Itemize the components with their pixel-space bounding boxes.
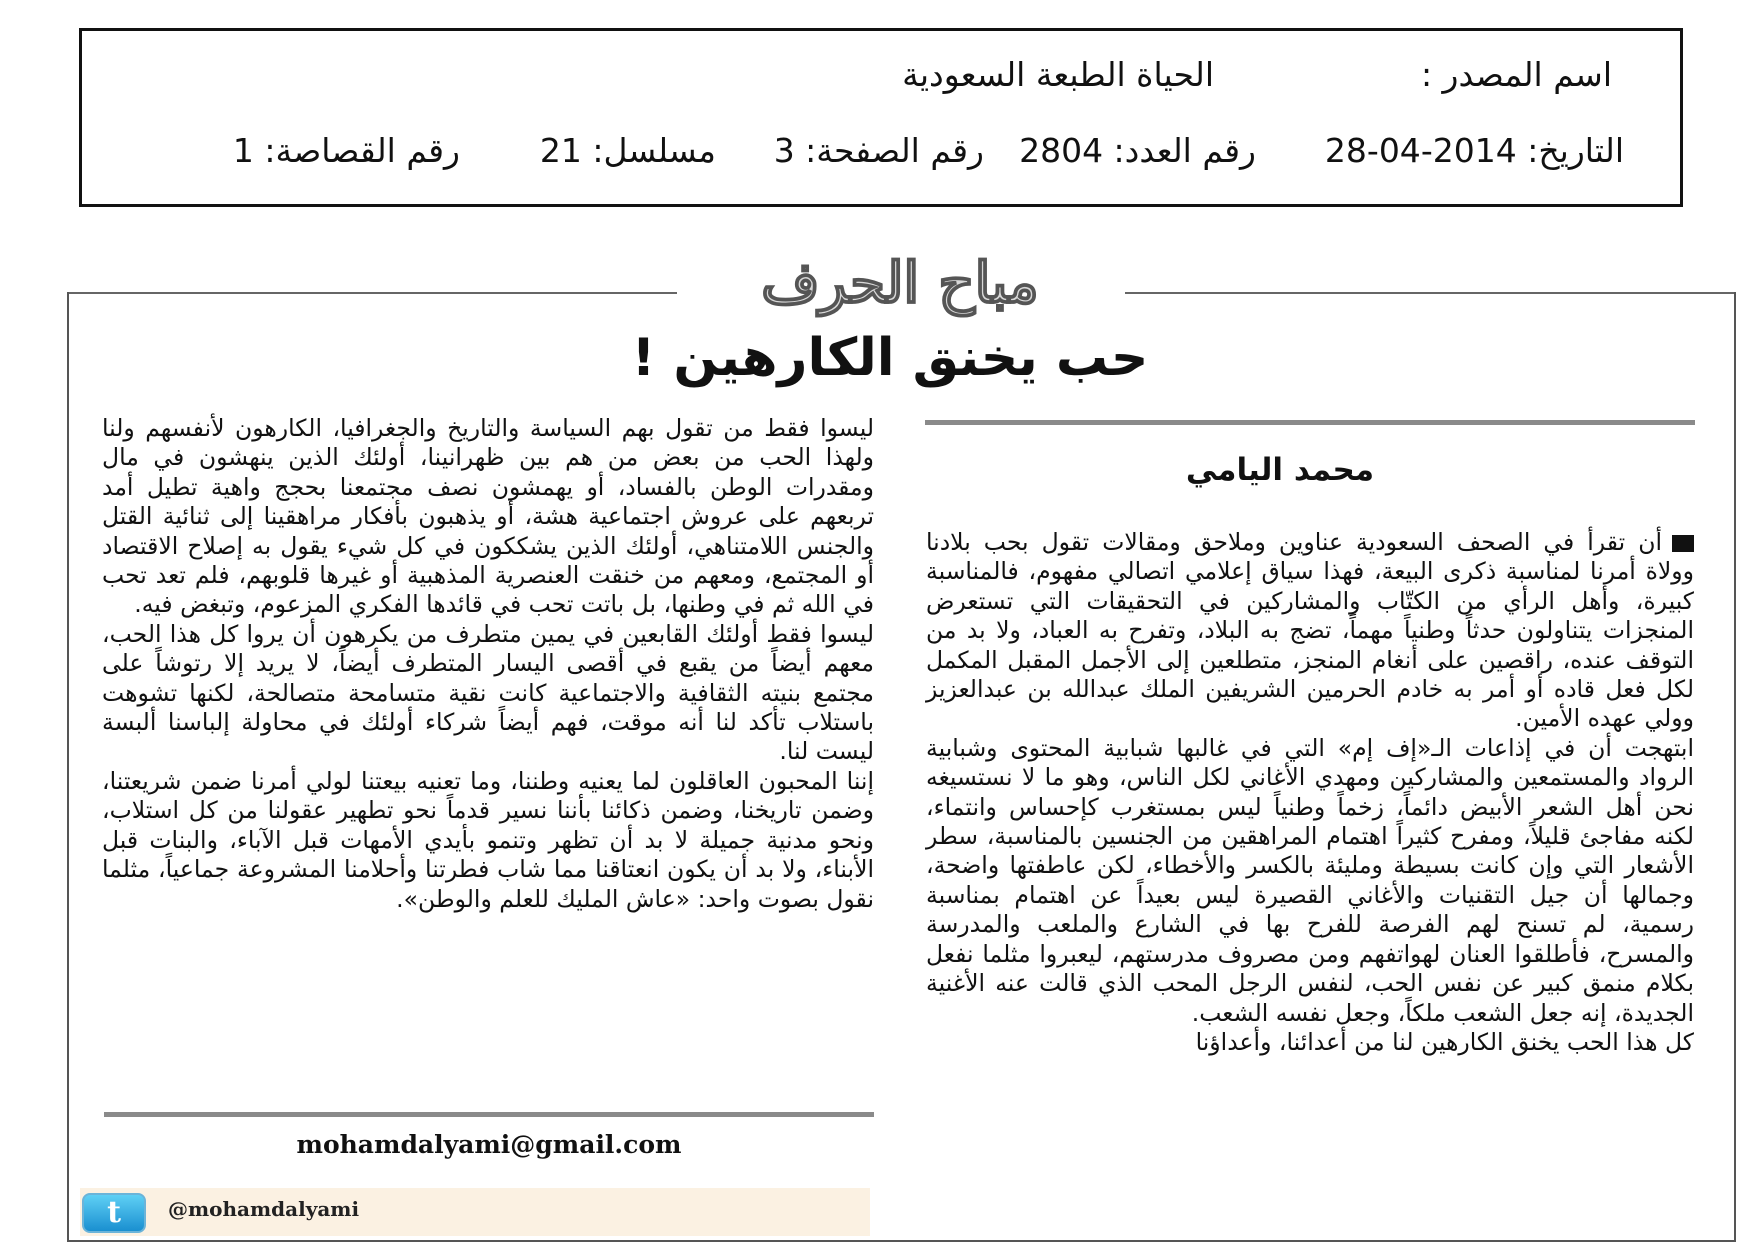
article-column-right	[926, 528, 1694, 1057]
column-rule-left	[104, 1112, 874, 1117]
paragraph: ليسوا فقط أولئك القابعين في يمين متطرف من يكرهون أن يروا كل هذا الحب، معهم أيضاً من يقبع في أقصى اليسار المتطرف أيضاً، لا يريد إلا رتوشاً على مجتمع بنيته الثقافية والاجتماعية كانت نقية متسامحة متصالحة، لكنها تشوهت باستلاب تأكد لنا أنه موقت، فهم أيضاً شركاء أولئك في محاولة إلباسنا ألبسة ليست لنا.	[102, 619, 874, 766]
section-title: مباح الحرف	[761, 250, 1039, 316]
metadata-details-line	[122, 131, 1624, 191]
twitter-handle: @mohamdalyami	[168, 1197, 360, 1221]
metadata-box	[79, 28, 1683, 207]
issue-number: رقم العدد: 2804	[1019, 131, 1256, 170]
clip-number: رقم القصاصة: 1	[232, 131, 460, 170]
article-headline: حب يخنق الكارهين !	[631, 328, 1149, 388]
paragraph-text: أن تقرأ في الصحف السعودية عناوين وملاحق ومقالات تقول بحب بلادنا وولاة أمرنا لمناسبة ذكرى البيعة، فهذا سياق إعلامي اتصالي مفهوم، فالمناسبة كبيرة، وأهل الرأي من الكتّاب والمشاركين في التحقيقات التي تستعرض المنجزات يتناولون حدثاً وطنياً مهماً، تضج به البلاد، وتفرح به العباد، ولا بد من التوقف عنده، راقصين على أنغام المنجز، متطلعين إلى الأجمل المقبل المكمل لكل فعل قاده أو أمر به خادم الحرمين الشريفين الملك عبدالله بن عبدالعزيز وولي عهده الأمين.	[926, 528, 1694, 733]
paragraph: إننا المحبون العاقلون لما يعنيه وطننا، وما تعنيه بيعتنا لولي أمرنا ضمن شريعتنا، وضمن تاريخنا، وضمن ذكائنا بأننا نسير قدماً نحو تطهير عقولنا من كل استلاب، ونحو مدنية جميلة لا بد أن تظهر وتنمو بأيدي الأمهات قبل الآباء، والبنات قبل الأبناء، ولا بد أن يكون انعتاقنا مما شاب فطرتنا وأحلامنا المشروعة جماعياً، مثلما نقول بصوت واحد: «عاش المليك للعلم والوطن».	[102, 766, 874, 913]
date: التاريخ: 2014-04-28	[1324, 131, 1624, 170]
column-rule-right	[925, 420, 1695, 425]
paragraph	[926, 528, 1694, 734]
paragraph: ابتهجت أن في إذاعات الـ«إف إم» التي في غالبها شبابية المحتوى وشبابية الرواد والمستمعين والمشاركين ومهدي الأغاني لكل الناس، وهو ما لا نستسيغه نحن أهل الشعر الأبيض دائماً، زخماً وطنياً ليس بمستغرب كإحساس وانتماء، لكنه مفاجئ قليلاً، ومفرح كثيراً اهتمام المراهقين من الجنسين بالمناسبة، سطر الأشعار التي وإن كانت بسيطة ومليئة بالكسر والأخطاء، لكن عاطفتها واضحة، وجمالها أن جيل التقنيات والأغاني القصيرة ليس بعيداً عن اهتمام بمناسبة رسمية، لم تسنح لهم الفرصة للفرح بها في الشارع والملعب والمدرسة والمسرح، فأطلقوا العنان لهواتفهم ومن مصروف مدرستهم، ليعبروا مثلما نفعل بكلام منمق كبير عن نفس الحب، لنفس الرجل المحب الذي قالت عنه الأغنية الجديدة، إنه جعل الشعب ملكاً، وجعل نفسه الشعب.	[926, 733, 1694, 1027]
author-byline: محمد اليامي	[1185, 452, 1375, 488]
twitter-bird-icon: t	[82, 1193, 146, 1233]
author-email: mohamdalyami@gmail.com	[296, 1130, 682, 1159]
paragraph: ليسوا فقط من تقول بهم السياسة والتاريخ والجغرافيا، الكارهون لأنفسهم ولنا ولهذا الحب من بعض من هم بين ظهرانينا، أولئك الذين ينهشون في مال ومقدرات الوطن بالفساد، أو يهمشون نصف مجتمعنا بحجج واهية تطيل أمد تربعهم على عروش اجتماعية هشة، أو يذهبون بأفكار مراهقينا إلى ثنائية القتل والجنس اللامتناهي، أولئك الذين يشككون في كل شيء يقول به إصلاح الاقتصاد أو المجتمع، ومعهم من خنقت العنصرية المذهبية أو غيرها قلوبهم، فلم تعد تحب في الله ثم في وطنها، بل باتت تحب في قائدها الفكري المزعوم، وتبغض فيه.	[102, 414, 874, 619]
source-label: اسم المصدر :	[1420, 55, 1612, 94]
page-number: رقم الصفحة: 3	[773, 131, 984, 170]
source-value: الحياة الطبعة السعودية	[902, 55, 1214, 94]
square-bullet-icon	[1672, 535, 1694, 552]
article-column-left	[102, 414, 874, 914]
metadata-source-line	[122, 55, 1612, 115]
serial-number: مسلسل: 21	[539, 131, 716, 170]
paragraph: كل هذا الحب يخنق الكارهين لنا من أعدائنا، وأعداؤنا	[1195, 1027, 1694, 1056]
twitter-bar	[80, 1188, 870, 1236]
